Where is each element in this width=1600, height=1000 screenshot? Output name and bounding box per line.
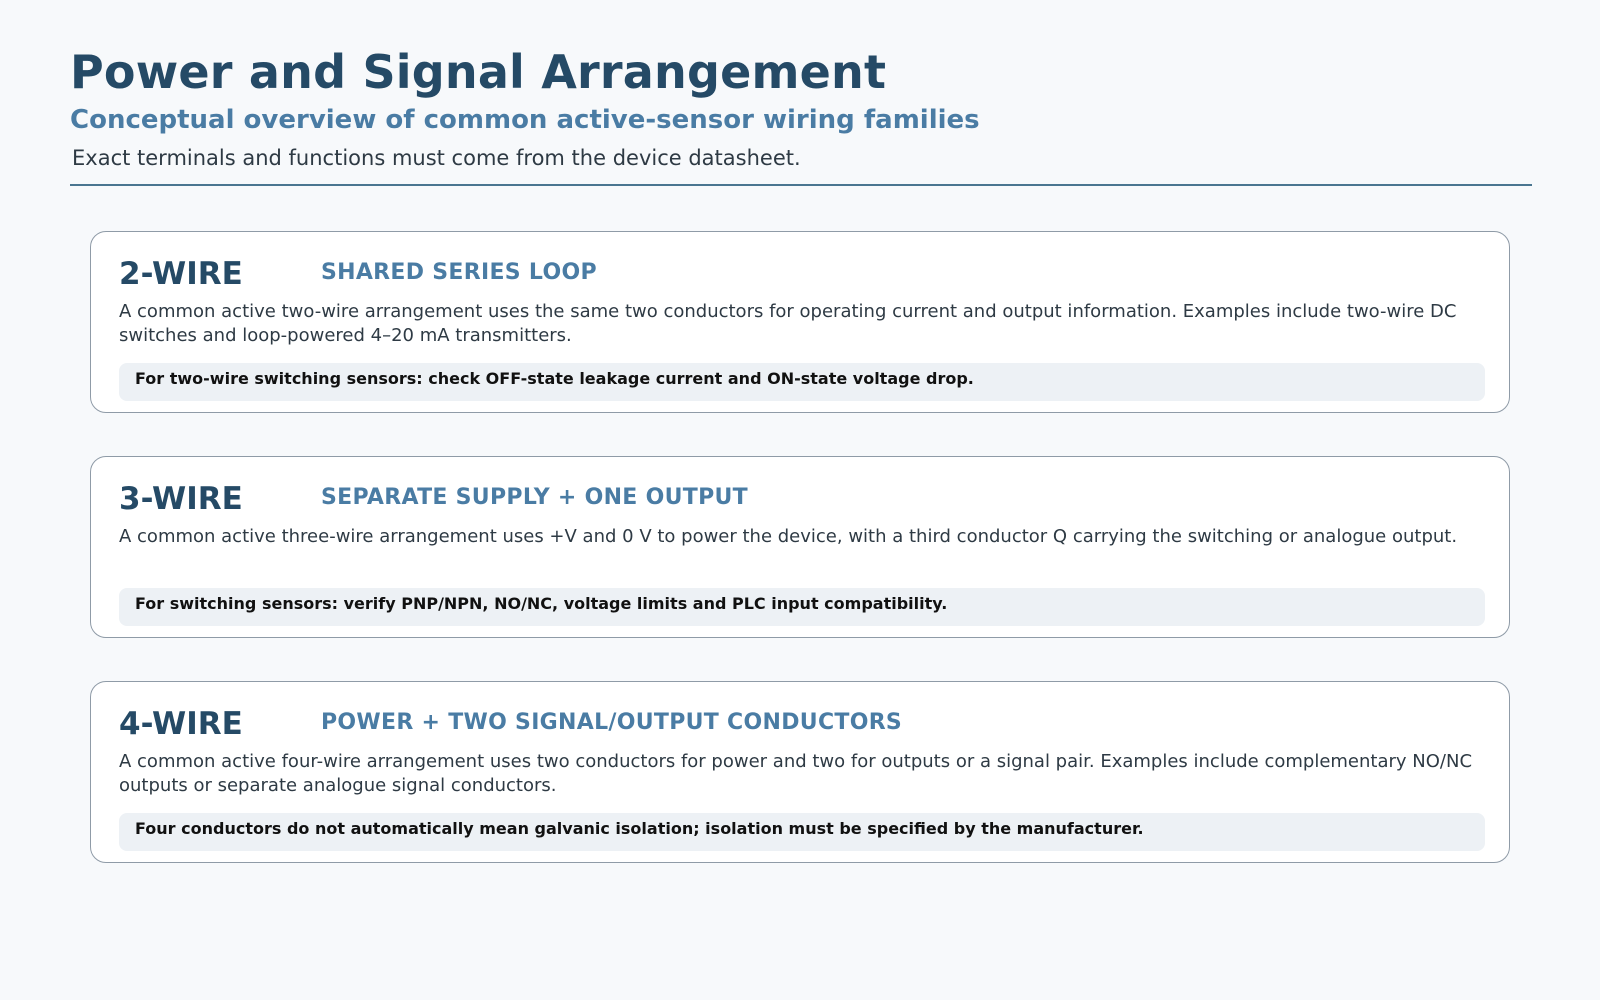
wire-count-label: 2-WIRE — [119, 256, 243, 292]
card-description: A common active four-wire arrangement uses two conductors for power and two for outputs or a signal pair. Examples include complementary NO/NC outputs or separate analogue signal conductors. — [119, 751, 1473, 796]
page-subtitle: Conceptual overview of common active-sensor wiring families — [70, 105, 980, 135]
page-title: Power and Signal Arrangement — [70, 45, 887, 99]
wiring-family-label: POWER + TWO SIGNAL/OUTPUT CONDUCTORS — [321, 710, 903, 735]
wire-count-label: 3-WIRE — [119, 481, 243, 517]
card-header — [119, 479, 1479, 519]
wiring-family-label: SEPARATE SUPPLY + ONE OUTPUT — [321, 485, 748, 510]
card-callout: For switching sensors: verify PNP/NPN, NO/NC, voltage limits and PLC input compatibility. — [119, 588, 1485, 626]
card-description: A common active two-wire arrangement uses the same two conductors for operating current and output information. Examples include two-wire DC switches and loop-powered 4–20 mA transmitters. — [119, 301, 1457, 346]
card-header — [119, 704, 1479, 744]
header-divider — [70, 184, 1532, 186]
card-header — [119, 254, 1479, 294]
card-callout: For two-wire switching sensors: check OFF-state leakage current and ON-state voltage drop. — [119, 363, 1485, 401]
card-description: A common active three-wire arrangement uses +V and 0 V to power the device, with a third conductor Q carrying the switching or analogue output. — [119, 526, 1458, 547]
wiring-card-3-wire — [90, 456, 1510, 638]
wiring-family-label: SHARED SERIES LOOP — [321, 260, 597, 285]
wiring-card-4-wire — [90, 681, 1510, 863]
page-header — [70, 44, 1532, 172]
datasheet-note: Exact terminals and functions must come from the device datasheet. — [72, 146, 801, 170]
wire-count-label: 4-WIRE — [119, 706, 243, 742]
card-callout: Four conductors do not automatically mean galvanic isolation; isolation must be specified by the manufacturer. — [119, 813, 1485, 851]
wiring-card-2-wire — [90, 231, 1510, 413]
